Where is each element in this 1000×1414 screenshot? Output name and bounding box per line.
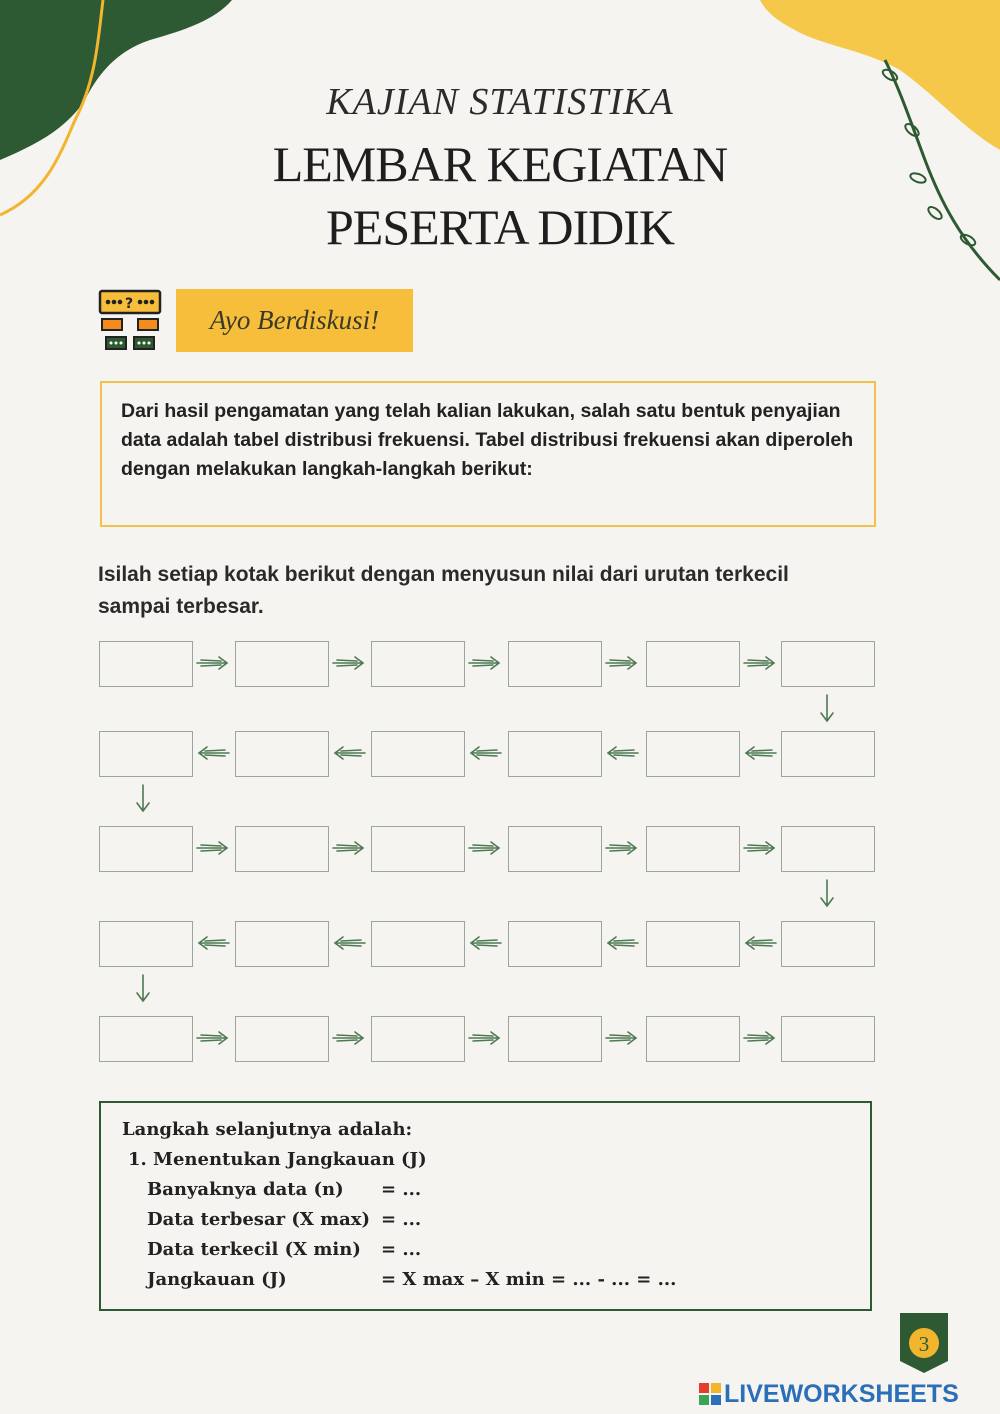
answer-box-8[interactable] (646, 731, 740, 777)
step-1-title: 1. Menentukan Jangkauan (J) (128, 1149, 427, 1170)
answer-box-12[interactable] (99, 731, 193, 777)
watermark-text: LIVEWORKSHEETS (724, 1379, 959, 1408)
answer-box-20[interactable] (646, 921, 740, 967)
step-xmax-label: Data terbesar (X max) (147, 1209, 371, 1230)
answer-box-18[interactable] (781, 826, 875, 872)
arrow-right-icon (331, 653, 367, 673)
discussion-badge: Ayo Berdiskusi! (176, 289, 413, 352)
page-title-line2: PESERTA DIDIK (325, 199, 675, 255)
arrow-left-icon (467, 743, 503, 763)
step-n-label: Banyaknya data (n) (147, 1179, 344, 1200)
intro-text-box: Dari hasil pengamatan yang telah kalian lakukan, salah satu bentuk penyajian data adalah tabel distribusi frekuensi. Tabel distribusi frekuensi akan diperoleh dengan melakukan langkah-langkah berikut: (100, 381, 876, 527)
answer-box-29[interactable] (646, 1016, 740, 1062)
page-number-badge (900, 1313, 948, 1373)
arrow-right-icon (604, 1028, 640, 1048)
arrow-left-icon (331, 933, 367, 953)
arrow-right-icon (742, 1028, 778, 1048)
liveworksheets-logo-icon (698, 1382, 722, 1406)
arrow-right-icon (604, 838, 640, 858)
answer-box-11[interactable] (235, 731, 329, 777)
arrow-down-icon (133, 783, 153, 815)
arrow-left-icon (195, 933, 231, 953)
arrow-right-icon (195, 1028, 231, 1048)
arrow-right-icon (604, 653, 640, 673)
step-n-row (122, 1175, 870, 1205)
arrow-right-icon (742, 838, 778, 858)
answer-box-25[interactable] (99, 1016, 193, 1062)
arrow-left-icon (742, 743, 778, 763)
arrow-right-icon (331, 838, 367, 858)
watermark (698, 1380, 959, 1408)
answer-box-23[interactable] (235, 921, 329, 967)
answer-box-21[interactable] (508, 921, 602, 967)
arrow-left-icon (604, 743, 640, 763)
answer-box-2[interactable] (235, 641, 329, 687)
arrow-right-icon (195, 653, 231, 673)
answer-box-14[interactable] (235, 826, 329, 872)
answer-box-22[interactable] (371, 921, 465, 967)
answer-box-5[interactable] (646, 641, 740, 687)
answer-box-9[interactable] (508, 731, 602, 777)
step-xmin-row (122, 1235, 870, 1265)
steps-heading: Langkah selanjutnya adalah: (122, 1119, 413, 1140)
arrow-right-icon (467, 838, 503, 858)
arrow-right-icon (331, 1028, 367, 1048)
arrow-right-icon (467, 653, 503, 673)
step-range-value: = X max – X min = ... - ... = ... (381, 1269, 677, 1290)
arrow-right-icon (742, 653, 778, 673)
step-xmax-value: = ... (381, 1209, 422, 1230)
page-number: 3 (918, 1332, 930, 1356)
arrow-down-icon (817, 693, 837, 725)
arrow-right-icon (467, 1028, 503, 1048)
arrow-right-icon (195, 838, 231, 858)
instruction-text: Isilah setiap kotak berikut dengan menyusun nilai dari urutan terkecil sampai terbesar. (98, 563, 789, 618)
answer-box-19[interactable] (781, 921, 875, 967)
steps-box (99, 1101, 872, 1311)
arrow-down-icon (133, 973, 153, 1005)
answer-box-16[interactable] (508, 826, 602, 872)
answer-box-17[interactable] (646, 826, 740, 872)
answer-box-28[interactable] (508, 1016, 602, 1062)
arrow-left-icon (195, 743, 231, 763)
step-xmax-row (122, 1205, 870, 1235)
arrow-left-icon (604, 933, 640, 953)
answer-box-27[interactable] (371, 1016, 465, 1062)
arrow-left-icon (467, 933, 503, 953)
arrow-down-icon (817, 878, 837, 910)
answer-box-30[interactable] (781, 1016, 875, 1062)
subtitle: KAJIAN STATISTIKA (326, 81, 674, 123)
step-range-label: Jangkauan (J) (147, 1269, 287, 1290)
step-range-row (122, 1265, 870, 1295)
answer-box-24[interactable] (99, 921, 193, 967)
answer-box-4[interactable] (508, 641, 602, 687)
answer-box-3[interactable] (371, 641, 465, 687)
arrow-left-icon (742, 933, 778, 953)
answer-box-6[interactable] (781, 641, 875, 687)
discussion-icon (98, 289, 162, 353)
step-xmin-label: Data terkecil (X min) (147, 1239, 361, 1260)
answer-box-13[interactable] (99, 826, 193, 872)
answer-box-26[interactable] (235, 1016, 329, 1062)
svg-text:?: ? (125, 296, 134, 312)
step-n-value: = ... (381, 1179, 422, 1200)
step-xmin-value: = ... (381, 1239, 422, 1260)
arrow-left-icon (331, 743, 367, 763)
answer-box-1[interactable] (99, 641, 193, 687)
answer-box-10[interactable] (371, 731, 465, 777)
page-title-line1: LEMBAR KEGIATAN (272, 136, 728, 192)
answer-box-15[interactable] (371, 826, 465, 872)
answer-box-7[interactable] (781, 731, 875, 777)
